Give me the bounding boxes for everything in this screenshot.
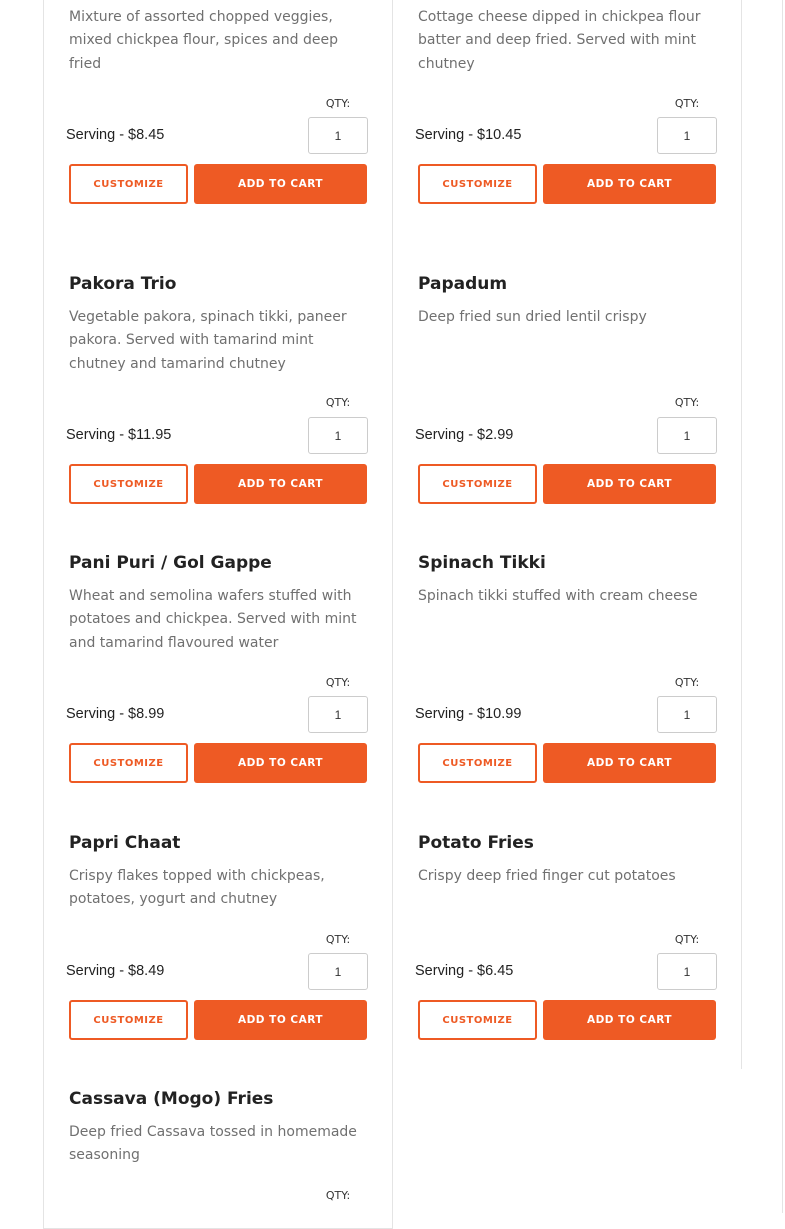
add-to-cart-button[interactable]: ADD TO CART	[543, 464, 716, 504]
quantity-input[interactable]	[657, 696, 717, 733]
item-name: Spinach Tikki	[418, 553, 546, 573]
quantity-input[interactable]	[657, 417, 717, 454]
item-description: Crispy flakes topped with chickpeas, potatoes, yogurt and chutney	[69, 868, 325, 908]
customize-button[interactable]: CUSTOMIZE	[418, 464, 537, 504]
item-price: Serving - $11.95	[66, 427, 172, 443]
quantity-input[interactable]	[657, 953, 717, 990]
quantity-input[interactable]	[308, 696, 368, 733]
menu-card-spinach-tikki	[392, 532, 742, 813]
customize-button[interactable]: CUSTOMIZE	[418, 743, 537, 783]
quantity-input[interactable]	[657, 117, 717, 154]
qty-label: QTY:	[325, 1189, 351, 1202]
menu-card-mixed-veg-pakora	[43, 0, 393, 254]
item-name: Papri Chaat	[69, 833, 181, 853]
add-to-cart-button[interactable]: ADD TO CART	[194, 1000, 367, 1040]
empty-grid-cell	[392, 1069, 742, 1229]
item-price: Serving - $8.45	[66, 127, 165, 143]
customize-button[interactable]: CUSTOMIZE	[69, 164, 188, 204]
add-to-cart-button[interactable]: ADD TO CART	[194, 464, 367, 504]
item-price: Serving - $10.45	[415, 127, 522, 143]
add-to-cart-button[interactable]: ADD TO CART	[194, 743, 367, 783]
qty-label: QTY:	[674, 676, 700, 689]
menu-card-papadum	[392, 253, 742, 533]
add-to-cart-button[interactable]: ADD TO CART	[543, 743, 716, 783]
item-description: Mixture of assorted chopped veggies, mixed chickpea flour, spices and deep fried	[69, 9, 338, 72]
menu-card-pani-puri-gol-gappe	[43, 532, 393, 813]
customize-button[interactable]: CUSTOMIZE	[418, 1000, 537, 1040]
item-description: Deep fried Cassava tossed in homemade seasoning	[69, 1124, 357, 1164]
item-name: Pani Puri / Gol Gappe	[69, 553, 272, 573]
qty-label: QTY:	[674, 97, 700, 110]
item-price: Serving - $10.99	[415, 706, 522, 722]
menu-card-pakora-trio	[43, 253, 393, 533]
qty-label: QTY:	[325, 933, 351, 946]
item-name: Potato Fries	[418, 833, 534, 853]
qty-label: QTY:	[325, 97, 351, 110]
menu-card-potato-fries	[392, 812, 742, 1070]
page-right-border	[782, 0, 783, 1213]
add-to-cart-button[interactable]: ADD TO CART	[194, 164, 367, 204]
item-name: Papadum	[418, 274, 508, 294]
quantity-input[interactable]	[308, 117, 368, 154]
item-name: Cassava (Mogo) Fries	[69, 1089, 274, 1109]
quantity-input[interactable]	[308, 953, 368, 990]
quantity-input[interactable]	[308, 417, 368, 454]
qty-label: QTY:	[325, 396, 351, 409]
customize-button[interactable]: CUSTOMIZE	[69, 464, 188, 504]
customize-button[interactable]: CUSTOMIZE	[69, 1000, 188, 1040]
item-description: Crispy deep fried finger cut potatoes	[418, 868, 676, 884]
add-to-cart-button[interactable]: ADD TO CART	[543, 1000, 716, 1040]
item-description: Spinach tikki stuffed with cream cheese	[418, 588, 698, 604]
customize-button[interactable]: CUSTOMIZE	[69, 743, 188, 783]
item-price: Serving - $8.49	[66, 963, 165, 979]
item-description: Cottage cheese dipped in chickpea flour batter and deep fried. Served with mint chutney	[418, 9, 701, 72]
item-description: Wheat and semolina wafers stuffed with potatoes and chickpea. Served with mint and tamarind flavoured water	[69, 588, 357, 651]
item-price: Serving - $6.45	[415, 963, 514, 979]
menu-card-cassava-mogo-fries	[43, 1069, 393, 1229]
qty-label: QTY:	[325, 676, 351, 689]
menu-card-paneer-pakora	[392, 0, 742, 254]
qty-label: QTY:	[674, 396, 700, 409]
add-to-cart-button[interactable]: ADD TO CART	[543, 164, 716, 204]
customize-button[interactable]: CUSTOMIZE	[418, 164, 537, 204]
item-name: Pakora Trio	[69, 274, 177, 294]
item-price: Serving - $8.99	[66, 706, 165, 722]
item-price: Serving - $2.99	[415, 427, 514, 443]
item-description: Vegetable pakora, spinach tikki, paneer pakora. Served with tamarind mint chutney and tamarind chutney	[69, 309, 347, 372]
menu-card-papri-chaat	[43, 812, 393, 1070]
qty-label: QTY:	[674, 933, 700, 946]
item-description: Deep fried sun dried lentil crispy	[418, 309, 647, 325]
